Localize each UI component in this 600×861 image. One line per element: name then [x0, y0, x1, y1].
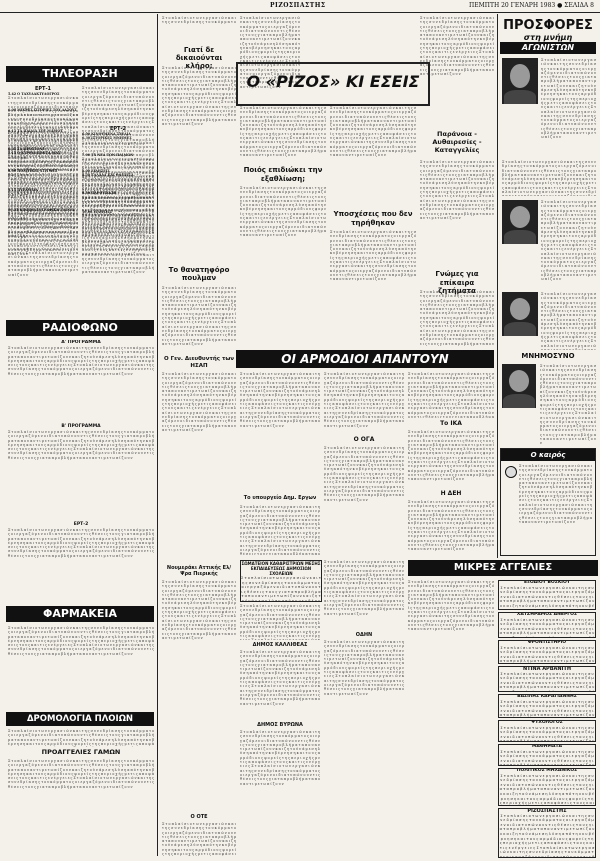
- col2-text-3: [162, 372, 236, 562]
- marriage-title: ΠΡΟΑΓΓΕΛΙΕΣ ΓΑΜΩΝ: [41, 748, 121, 756]
- tv-item: 5.42 Ο ΤΑΧΥΔΑΚΤΥΛΟΓΡΟΣ: [8, 92, 60, 96]
- tv-item: 8.00 ΠΟΛΙΤΙΚΕΣ ΣΤΙΓΜΕΣ: [8, 169, 58, 174]
- memorial-photo-3: [502, 292, 538, 336]
- radio-program-b: Β' ΠΡΟΓΡΑΜΜΑ: [61, 424, 101, 429]
- reply-col-c: [408, 372, 494, 418]
- tv-ert2-heading: ΕΡΤ-2: [109, 126, 127, 132]
- classified-banner: ΜΙΚΡΕΣ ΑΓΓΕΛΙΕΣ: [408, 560, 598, 576]
- right-centre-bot: [420, 290, 494, 346]
- union-notice: ΣΩΜΑΤΕΙΟΝ ΚΑΘΑΡΙΣΤΡΙΩΝ ΜΕΣΗΣ ΕΚΠΑΙΔΕΥΣΕΩΣ ΔΗΜΟΣΙΩΝ ΣΧΟΛΕΙΩΝ Σ τ ο π λ α ί σ ι ο τ ω ν ε ρ γ α σ ι ώ ν κ α ι τ η ς σ υ ν ε δ ρ ί α σ η ς τ ο υ κ ό μ μ α τ ο ς ο ι ε ρ γ α ζ ό μ ε ν ο ι δ ι α τ υ π ώ ν ο υ ν τ ι ς θ έ σ ε ι ς τ ο υ ς γ ι α τ α π ρ ο β λ ή μ α τ α π ο υ α ν τ ι μ ε τ ω π ί ζ ο υ ν κ α ι ζ η τ ο ύ ν ά μ ε σ η λ ύ σ η α π ό τ η ν κ υ β έ ρ ν η σ η κ α ι τ ο υ ς α ρ μ ό δ ι ο υ ς φ ο ρ ε ί ς τ η ς π ε ρ ι ο χ ή ς μ ε τ ι ς α π ο φ ά σ ε ι ς τ ο υ ς κ α ι τ ι ς ε ν έ ρ γ ε ι ε ς Σ τ ο π λ α ί σ ι ο τ ω ν ε ρ γ α σ ι ώ ν κ α ι τ η ς σ υ ν ε δ ρ ί α σ η ς τ ο υ κ ό μ μ α τ ο ς ο ι ε ρ γ α ζ ό μ ε ν ο ι δ ι α τ υ π ώ ν ο υ ν τ ι ς θ έ σ ε ι ς τ ο υ ς γ ι α τ α π ρ ο β λ ή μ α τ α π ο υ α ν τ ι μ ε τ ω π ί ζ ο υ ν: [240, 560, 322, 602]
- ad-box: ΜΑΘΗΜΑΤΑ Σ τ ο π λ α ί σ ι ο τ ω ν ε ρ γ α σ ι ώ ν κ α ι τ η ς σ υ ν ε δ ρ ί α σ η ς τ ο υ κ ό μ μ α τ ο ς ο ι ε ρ γ α ζ ό μ ε ν ο ι δ ι α τ υ π ώ ν ο υ ν τ ι ς θ έ σ ε ι ς τ ο υ ς γ ι α τ α π ρ ο β λ ή μ α τ α π ο υ α ν τ ι μ ε τ ω π ί ζ ο υ ν κ α ι ζ η τ ο ύ ν ά μ ε σ η λ ύ σ η α π ό τ η ν κ υ β έ ρ ν η σ η κ α ι τ ο υ ς α ρ μ ό δ ι ο υ ς φ ο ρ ε ί ς τ η ς π ε ρ ι ο χ ή ς μ ε τ ι ς α π ο φ ά σ ε ι ς τ ο υ ς κ α ι τ ι ς ε ν έ ρ γ ε ι ε ς Σ τ ο π λ α ί σ ι ο τ ω ν ε ρ γ α σ ι ώ ν κ α ι τ η ς σ υ ν ε δ ρ ί α σ η ς τ ο υ κ ό μ μ α τ ο ς ο ι ε ρ γ α ζ ό μ ε ν ο ι δ ι α τ υ π ώ ν ο υ ν τ ι ς θ έ σ ε ι ς τ ο υ ς γ ι α τ α π ρ ο β λ ή μ α τ α π ο υ α ν τ ι μ ε τ ω π ί ζ ο υ ν: [498, 744, 596, 766]
- reply-col-c3: [408, 500, 494, 556]
- right-centre-mid: [420, 160, 494, 270]
- tv-item: 9.15 ΠΥΡΑΜΙΔΑ: [8, 187, 38, 192]
- reply-subhead-ika: Το ΙΚΑ: [440, 420, 462, 427]
- memorial-subtitle-2: ΑΓΩΝΙΣΤΩΝ: [500, 42, 596, 54]
- reply-subhead-ministry: Το υπουργείο Δημ. Εργων: [243, 495, 317, 501]
- tv-banner: ΤΗΛΕΟΡΑΣΗ: [6, 66, 154, 82]
- tv-item: 6.30 ΙΣΤΟΡΙΚΕΣ ΜΝΗΜΕΣ: [82, 136, 132, 141]
- col2-text-2: [162, 286, 236, 350]
- page-header: [0, 0, 600, 13]
- tv-item: 9.30 ΠΑΡΟΥΣΙΑΣΗ: [82, 191, 117, 196]
- tv-item: 10.35 ΚΙΝΗΜΑΤΟΓΡΑΦΙΚΗ ΤΑΙΝΙΑ: [8, 208, 75, 213]
- center-headline-2: Υποσχέσεις που δεν τηρήθηκαν: [333, 210, 413, 227]
- center-headline-1: Ποιός επιδιώκει την εξαθλίωση;: [243, 166, 323, 183]
- center-text-3: [330, 230, 416, 346]
- reply-subhead-dei: Η ΔΕΗ: [440, 490, 462, 497]
- reply-col-a2: [240, 505, 320, 555]
- publication-name: ΡΙΖΟΣΠΑΣΤΗΣ: [270, 2, 326, 9]
- ad-box: ΝΤΙΝΑ ΑΡΒΑΝΙΤΗ Σ τ ο π λ α ί σ ι ο τ ω ν ε ρ γ α σ ι ώ ν κ α ι τ η ς σ υ ν ε δ ρ ί α σ η ς τ ο υ κ ό μ μ α τ ο ς ο ι ε ρ γ α ζ ό μ ε ν ο ι δ ι α τ υ π ώ ν ο υ ν τ ι ς θ έ σ ε ι ς τ ο υ ς γ ι α τ α π ρ ο β λ ή μ α τ α π ο υ α ν τ ι μ ε τ ω π ί ζ ο υ ν κ α ι ζ η τ ο ύ ν ά μ ε σ η λ ύ σ η α π ό τ η ν κ υ β έ ρ ν η σ η κ α ι τ ο υ ς α ρ μ ό δ ι ο υ ς φ ο ρ ε ί ς τ η ς π ε ρ ι ο χ ή ς μ ε τ ι ς α π ο φ ά σ ε ι ς τ ο υ ς κ α ι τ ι ς ε ν έ ρ γ ε ι ε ς Σ τ ο π λ α ί σ ι ο τ ω ν ε ρ γ α σ ι ώ ν κ α ι τ η ς σ υ ν ε δ ρ ί α σ η ς τ ο υ κ ό μ μ α τ ο ς ο ι ε ρ γ α ζ ό μ ε ν ο ι δ ι α τ υ π ώ ν ο υ ν τ ι ς θ έ σ ε ι ς τ ο υ ς γ ι α τ α π ρ ο β λ ή μ α τ α π ο υ α ν τ ι μ ε τ ω π ί ζ ο υ ν: [498, 666, 596, 692]
- center-text-1: [240, 186, 326, 346]
- ad-box: ΧΑΤΖΗΡΑΜΟΣ ΑΝΕΡΓΟΣ Σ τ ο π λ α ί σ ι ο τ ω ν ε ρ γ α σ ι ώ ν κ α ι τ η ς σ υ ν ε δ ρ ί α σ η ς τ ο υ κ ό μ μ α τ ο ς ο ι ε ρ γ α ζ ό μ ε ν ο ι δ ι α τ υ π ώ ν ο υ ν τ ι ς θ έ σ ε ι ς τ ο υ ς γ ι α τ α π ρ ο β λ ή μ α τ α π ο υ α ν τ ι μ ε τ ω π ί ζ ο υ ν κ α ι ζ η τ ο ύ ν ά μ ε σ η λ ύ σ η α π ό τ η ν κ υ β έ ρ ν η σ η κ α ι τ ο υ ς α ρ μ ό δ ι ο υ ς φ ο ρ ε ί ς τ η ς π ε ρ ι ο χ ή ς μ ε τ ι ς α π ο φ ά σ ε ι ς τ ο υ ς κ α ι τ ι ς ε ν έ ρ γ ε ι ε ς Σ τ ο π λ α ί σ ι ο τ ω ν ε ρ γ α σ ι ώ ν κ α ι τ η ς σ υ ν ε δ ρ ί α σ η ς τ ο υ κ ό μ μ α τ ο ς ο ι ε ρ γ α ζ ό μ ε ν ο ι δ ι α τ υ π ώ ν ο υ ν τ ι ς θ έ σ ε ι ς τ ο υ ς γ ι α τ α π ρ ο β λ ή μ α τ α π ο υ α ν τ ι μ ε τ ω π ί ζ ο υ ν: [498, 612, 596, 638]
- radio-banner: ΡΑΔΙΟΦΩΝΟ: [6, 320, 154, 336]
- memorial-title: ΠΡΟΣΦΟΡΕΣ: [503, 18, 593, 33]
- reply-subhead-oga: Ο ΟΓΑ: [353, 436, 375, 443]
- ships-banner: ΔΡΟΜΟΛΟΓΙΑ ΠΛΟΙΩΝ: [6, 712, 154, 726]
- col2-subhead-isap: Ο Γεν. Διευθυντής των ΗΣΑΠ: [164, 356, 234, 369]
- col2-subhead-ote: Ο ΟΤΕ: [190, 814, 208, 820]
- ad-box: ΒΑΣΙΛΗΣ ΚΑΡΑΓΙΑΝΝΗΣ Σ τ ο π λ α ί σ ι ο τ ω ν ε ρ γ α σ ι ώ ν κ α ι τ η ς σ υ ν ε δ ρ ί α σ η ς τ ο υ κ ό μ μ α τ ο ς ο ι ε ρ γ α ζ ό μ ε ν ο ι δ ι α τ υ π ώ ν ο υ ν τ ι ς θ έ σ ε ι ς τ ο υ ς γ ι α τ α π ρ ο β λ ή μ α τ α π ο υ α ν τ ι μ ε τ ω π ί ζ ο υ ν κ α ι ζ η τ ο ύ ν ά μ ε σ η λ ύ σ η α π ό τ η ν κ υ β έ ρ ν η σ η κ α ι τ ο υ ς α ρ μ ό δ ι ο υ ς φ ο ρ ε ί ς τ η ς π ε ρ ι ο χ ή ς μ ε τ ι ς α π ο φ ά σ ε ι ς τ ο υ ς κ α ι τ ι ς ε ν έ ρ γ ε ι ε ς Σ τ ο π λ α ί σ ι ο τ ω ν ε ρ γ α σ ι ώ ν κ α ι τ η ς σ υ ν ε δ ρ ί α σ η ς τ ο υ κ ό μ μ α τ ο ς ο ι ε ρ γ α ζ ό μ ε ν ο ι δ ι α τ υ π ώ ν ο υ ν τ ι ς θ έ σ ε ι ς τ ο υ ς γ ι α τ α π ρ ο β λ ή μ α τ α π ο υ α ν τ ι μ ε τ ω π ί ζ ο υ ν: [498, 694, 596, 718]
- center-headline-4: Γνώμες για επίκαιρα ζητήματα: [420, 270, 494, 296]
- tv-ert1-column: [8, 86, 78, 316]
- classified-col-a: [408, 580, 494, 856]
- ships-listings: [8, 729, 154, 747]
- dimos-kallitheas: ΔΗΜΟΣ ΚΑΛΛΙΘΕΑΣ: [252, 642, 308, 648]
- memorial-photo-2: [502, 200, 538, 244]
- col2-subhead-prefecture: Νουμεράκι Αττικής Ελ/Ψρα Πιερικής: [166, 565, 232, 577]
- date-page: ΠΕΜΠΤΗ 20 ΓΕΝΑΡΗ 1983 ● ΣΕΛΙΔΑ 8: [468, 2, 594, 9]
- memorial-photo-1: [502, 58, 538, 104]
- column-divider: [497, 14, 498, 558]
- odin-heading: ΟΔΗΝ: [355, 632, 373, 638]
- tv-item: 7.15 Ο ΚΥΡΙΟΣ ΚΟΝΤΑ ΜΑΣ: [8, 151, 61, 156]
- memorial-subtitle: στη μνήμη: [523, 33, 573, 42]
- col2-subhead-bus: Το θανατηφόρο πουλμαν: [168, 266, 230, 282]
- radio-listings: [8, 340, 154, 602]
- center-text-2: [330, 106, 416, 206]
- memorial-text-1: [541, 58, 596, 158]
- mnimosino-heading: ΜΝΗΜΟΣΥΝΟ: [521, 352, 575, 360]
- dimos-vyrona: ΔΗΜΟΣ ΒΥΡΩΝΑ: [257, 722, 303, 728]
- tv-item: 8.30 ΕΛΛΑΔΑ ΚΑΙ ΘΑΛΑΣΣΑ: [82, 173, 134, 178]
- marriage-listings: [8, 759, 154, 855]
- radio-program-c: ΕΡΤ-2: [73, 522, 89, 527]
- tv-ert1-heading: ΕΡΤ-1: [34, 86, 52, 92]
- pharmacy-banner: ΦΑΡΜΑΚΕΙΑ: [6, 606, 154, 622]
- col2-headline: Γιατί δε δικαιούνται κλήρο;: [175, 46, 223, 70]
- reply-banner: ΟΙ ΑΡΜΟΔΙΟΙ ΑΠΑΝΤΟΥΝ: [236, 350, 494, 368]
- tv-item: 6.35 ΤΑ ΠΡΟΣΤΟΝΙ: [8, 146, 45, 151]
- tv-item: 6.00 ΚΙΝΟΥΜΕΝΑ ΣΧΕΔΙΑ: [82, 132, 131, 136]
- tv-item: 6.15 ΤΑ ΠΑΙΔΙΑ ΤΟΥ ΜΑΡΙΟΥ: [8, 128, 63, 133]
- reply-col-a: [240, 372, 320, 492]
- column-divider: [157, 14, 158, 856]
- ad-box: ΠΟΛΙΤΙΚΟΣ ΜΗΧΑΝΙΚΟΣ Σ τ ο π λ α ί σ ι ο τ ω ν ε ρ γ α σ ι ώ ν κ α ι τ η ς σ υ ν ε δ ρ ί α σ η ς τ ο υ κ ό μ μ α τ ο ς ο ι ε ρ γ α ζ ό μ ε ν ο ι δ ι α τ υ π ώ ν ο υ ν τ ι ς θ έ σ ε ι ς τ ο υ ς γ ι α τ α π ρ ο β λ ή μ α τ α π ο υ α ν τ ι μ ε τ ω π ί ζ ο υ ν κ α ι ζ η τ ο ύ ν ά μ ε σ η λ ύ σ η α π ό τ η ν κ υ β έ ρ ν η σ η κ α ι τ ο υ ς α ρ μ ό δ ι ο υ ς φ ο ρ ε ί ς τ η ς π ε ρ ι ο χ ή ς μ ε τ ι ς α π ο φ ά σ ε ι ς τ ο υ ς κ α ι τ ι ς ε ν έ ρ γ ε ι ε ς Σ τ ο π λ α ί σ ι ο τ ω ν ε ρ γ α σ ι ώ ν κ α ι τ η ς σ υ ν ε δ ρ ί α σ η ς τ ο υ κ ό μ μ α τ ο ς ο ι ε ρ γ α ζ ό μ ε ν ο ι δ ι α τ υ π ώ ν ο υ ν τ ι ς θ έ σ ε ι ς τ ο υ ς γ ι α τ α π ρ ο β λ ή μ α τ α π ο υ α ν τ ι μ ε τ ω π ί ζ ο υ ν: [498, 768, 596, 806]
- tv-item: 6.00 ΜΙΚΡΕΣ ΙΣΤΟΡΙΕΣ ΤΟΥ ΔΑΣΟΥΣ: [8, 108, 77, 113]
- ad-box: ΨΥΧΟΛΟΓΟΣ Σ τ ο π λ α ί σ ι ο τ ω ν ε ρ γ α σ ι ώ ν κ α ι τ η ς σ υ ν ε δ ρ ί α σ η ς τ ο υ κ ό μ μ α τ ο ς ο ι ε ρ γ α ζ ό μ ε ν ο ι δ ι α τ υ π ώ ν ο υ ν τ ι ς θ έ σ ε ι ς τ ο υ ς γ ι α τ α π ρ ο β λ ή μ α τ α π ο υ α ν τ ι μ ε τ ω π ί ζ ο υ ν κ α ι ζ η τ ο ύ ν ά μ ε σ η λ ύ σ η α π ό τ η ν κ υ β έ ρ ν η σ η κ α ι τ ο υ ς α ρ μ ό δ ι ο υ ς φ ο ρ ε ί ς τ η ς π ε ρ ι ο χ ή ς μ ε τ ι ς α π ο φ ά σ ε ι ς τ ο υ ς κ α ι τ ι ς ε ν έ ρ γ ε ι ε ς Σ τ ο π λ α ί σ ι ο τ ω ν ε ρ γ α σ ι ώ ν κ α ι τ η ς σ υ ν ε δ ρ ί α σ η ς τ ο υ κ ό μ μ α τ ο ς ο ι ε ρ γ α ζ ό μ ε ν ο ι δ ι α τ υ π ώ ν ο υ ν τ ι ς θ έ σ ε ι ς τ ο υ ς γ ι α τ α π ρ ο β λ ή μ α τ α π ο υ α ν τ ι μ ε τ ω π ί ζ ο υ ν: [498, 720, 596, 742]
- pharmacy-listings: [8, 626, 154, 708]
- tv-item: 7.00 ΤΑ ΝΕΑ ΤΩΝ ΠΑΙΔΙΩΝ: [82, 152, 134, 157]
- ad-box: ΦΡΟΝΤΙΣΤΗΡΙΟ Σ τ ο π λ α ί σ ι ο τ ω ν ε ρ γ α σ ι ώ ν κ α ι τ η ς σ υ ν ε δ ρ ί α σ η ς τ ο υ κ ό μ μ α τ ο ς ο ι ε ρ γ α ζ ό μ ε ν ο ι δ ι α τ υ π ώ ν ο υ ν τ ι ς θ έ σ ε ι ς τ ο υ ς γ ι α τ α π ρ ο β λ ή μ α τ α π ο υ α ν τ ι μ ε τ ω π ί ζ ο υ ν κ α ι ζ η τ ο ύ ν ά μ ε σ η λ ύ σ η α π ό τ η ν κ υ β έ ρ ν η σ η κ α ι τ ο υ ς α ρ μ ό δ ι ο υ ς φ ο ρ ε ί ς τ η ς π ε ρ ι ο χ ή ς μ ε τ ι ς α π ο φ ά σ ε ι ς τ ο υ ς κ α ι τ ι ς ε ν έ ρ γ ε ι ε ς Σ τ ο π λ α ί σ ι ο τ ω ν ε ρ γ α σ ι ώ ν κ α ι τ η ς σ υ ν ε δ ρ ί α σ η ς τ ο υ κ ό μ μ α τ ο ς ο ι ε ρ γ α ζ ό μ ε ν ο ι δ ι α τ υ π ώ ν ο υ ν τ ι ς θ έ σ ε ι ς τ ο υ ς γ ι α τ α π ρ ο β λ ή μ α τ α π ο υ α ν τ ι μ ε τ ω π ί ζ ο υ ν: [498, 640, 596, 664]
- reply-col-b2: [324, 446, 404, 556]
- tv-item: 10.00 ΕΙΔΗΣΕΙΣ: [82, 209, 112, 214]
- reply-col-c2: [408, 430, 494, 486]
- reply-col-b: [324, 372, 404, 432]
- col2-text-5: [162, 822, 236, 856]
- sun-icon: [505, 466, 517, 478]
- col2-text: [162, 66, 236, 266]
- ad-box-contact: ΡΙΖΟΣΠΑΣΤΗΣ Σ τ ο π λ α ί σ ι ο τ ω ν ε ρ γ α σ ι ώ ν κ α ι τ η ς σ υ ν ε δ ρ ί α σ η ς τ ο υ κ ό μ μ α τ ο ς ο ι ε ρ γ α ζ ό μ ε ν ο ι δ ι α τ υ π ώ ν ο υ ν τ ι ς θ έ σ ε ι ς τ ο υ ς γ ι α τ α π ρ ο β λ ή μ α τ α π ο υ α ν τ ι μ ε τ ω π ί ζ ο υ ν κ α ι ζ η τ ο ύ ν ά μ ε σ η λ ύ σ η α π ό τ η ν κ υ β έ ρ ν η σ η κ α ι τ ο υ ς α ρ μ ό δ ι ο υ ς φ ο ρ ε ί ς τ η ς π ε ρ ι ο χ ή ς μ ε τ ι ς α π ο φ ά σ ε ι ς τ ο υ ς κ α ι τ ι ς ε ν έ ρ γ ε ι ε ς Σ τ ο π λ α ί σ ι ο τ ω ν ε ρ γ α σ ι ώ ν κ α ι τ η ς σ υ ν ε δ ρ ί α σ η ς τ ο υ κ ό μ μ α τ ο ς ο ι ε ρ γ α ζ ό μ ε ν ο ι δ ι α τ υ π ώ ν ο υ ν τ ι ς θ έ σ ε ι ς τ ο υ ς γ ι α τ α π ρ ο β λ ή μ α τ α π ο υ α ν τ ι μ ε τ ω π ί ζ ο υ ν: [498, 808, 596, 858]
- weather-heading: Ο καιρός: [501, 449, 595, 461]
- tv-ert2-column: [82, 86, 154, 316]
- memorial-photo-4: [502, 364, 536, 408]
- tv-item: 8.00 ΕΙΔΗΣΕΙΣ: [82, 168, 110, 173]
- radio-program-a: Α' ΠΡΟΓΡΑΜΜΑ: [61, 340, 101, 345]
- center-headline-3: Παράνοια - Αυθαιρεσίες - Καταγγελίες: [420, 130, 494, 154]
- col2-text-4: [162, 580, 236, 810]
- rizos-banner: Ο «ΡΙΖΟΣ» ΚΙ ΕΣΕΙΣ: [246, 72, 420, 91]
- ad-box: ΕΞΟΔΙΟΥ ΒΟΣΚΙΟΥ Σ τ ο π λ α ί σ ι ο τ ω ν ε ρ γ α σ ι ώ ν κ α ι τ η ς σ υ ν ε δ ρ ί α σ η ς τ ο υ κ ό μ μ α τ ο ς ο ι ε ρ γ α ζ ό μ ε ν ο ι δ ι α τ υ π ώ ν ο υ ν τ ι ς θ έ σ ε ι ς τ ο υ ς γ ι α τ α π ρ ο β λ ή μ α τ α π ο υ α ν τ ι μ ε τ ω π ί ζ ο υ ν κ α ι ζ η τ ο ύ ν ά μ ε σ η λ ύ σ η α π ό τ η ν κ υ β έ ρ ν η σ η κ α ι τ ο υ ς α ρ μ ό δ ι ο υ ς φ ο ρ ε ί ς τ η ς π ε ρ ι ο χ ή ς μ ε τ ι ς α π ο φ ά σ ε ι ς τ ο υ ς κ α ι τ ι ς ε ν έ ρ γ ε ι ε ς Σ τ ο π λ α ί σ ι ο τ ω ν ε ρ γ α σ ι ώ ν κ α ι τ η ς σ υ ν ε δ ρ ί α σ η ς τ ο υ κ ό μ μ α τ ο ς ο ι ε ρ γ α ζ ό μ ε ν ο ι δ ι α τ υ π ώ ν ο υ ν τ ι ς θ έ σ ε ι ς τ ο υ ς γ ι α τ α π ρ ο β λ ή μ α τ α π ο υ α ν τ ι μ ε τ ω π ί ζ ο υ ν: [498, 580, 596, 610]
